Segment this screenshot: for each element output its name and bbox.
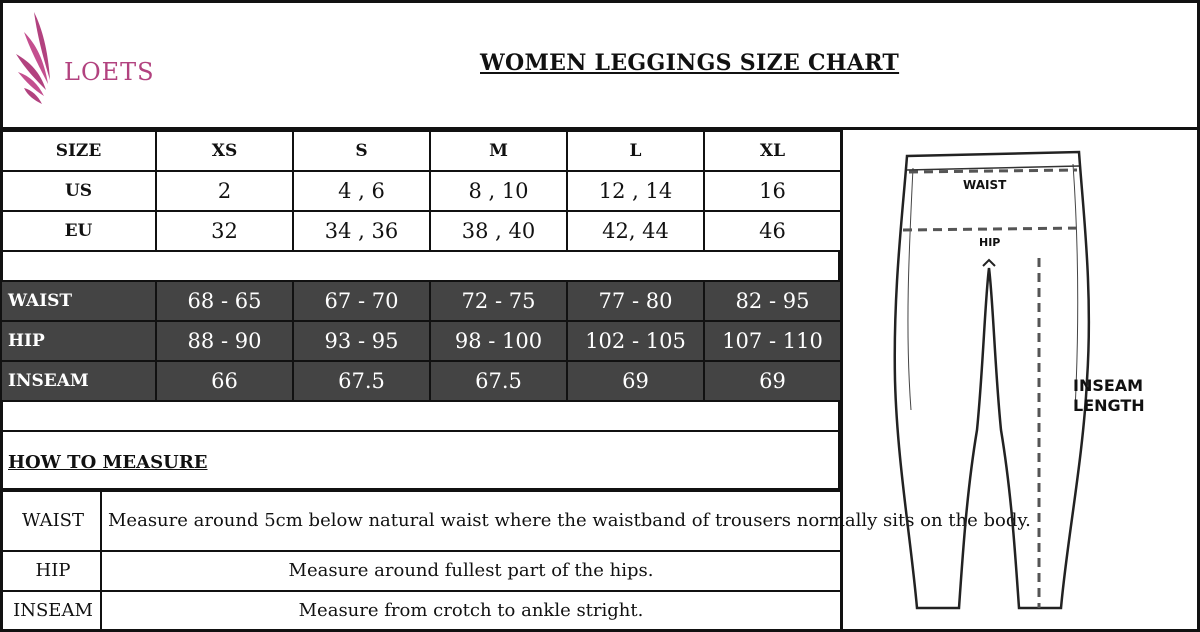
table-cell: 68 - 65 (156, 281, 293, 321)
row-label: HIP (1, 321, 156, 361)
header-cell: SIZE (1, 131, 156, 171)
how-to-measure-section (0, 432, 840, 490)
table-row (1, 171, 841, 211)
spacer-row (0, 252, 840, 280)
table-cell: 93 - 95 (293, 321, 430, 361)
table-cell: 32 (156, 211, 293, 251)
table-cell: 82 - 95 (704, 281, 841, 321)
row-label: WAIST (1, 281, 156, 321)
header-cell: L (567, 131, 704, 171)
size-header-row (1, 131, 841, 171)
row-label: HIP (1, 551, 101, 591)
table-cell: 72 - 75 (430, 281, 567, 321)
header-cell: XL (704, 131, 841, 171)
page-title: WOMEN LEGGINGS SIZE CHART (480, 50, 900, 76)
waist-label: WAIST (963, 178, 1007, 192)
table-cell: 46 (704, 211, 841, 251)
table-cell: 67.5 (430, 361, 567, 401)
table-row (1, 211, 841, 251)
table-row (1, 281, 841, 321)
table-cell: 12 , 14 (567, 171, 704, 211)
table-cell: 42, 44 (567, 211, 704, 251)
row-label: US (1, 171, 156, 211)
table-cell: 69 (704, 361, 841, 401)
brand-logo (14, 10, 155, 110)
row-label: INSEAM (1, 361, 156, 401)
table-cell: 8 , 10 (430, 171, 567, 211)
table-cell: 102 - 105 (567, 321, 704, 361)
table-cell: 88 - 90 (156, 321, 293, 361)
table-cell: Measure around 5cm below natural waist where the waistband of trousers normally sits on the body. (101, 491, 841, 551)
how-to-table (0, 490, 1031, 632)
row-label: EU (1, 211, 156, 251)
spacer-row (0, 402, 840, 432)
inseam-length-label (1073, 376, 1145, 416)
table-cell: 4 , 6 (293, 171, 430, 211)
table-cell: 67.5 (293, 361, 430, 401)
table-cell: 66 (156, 361, 293, 401)
size-chart-panel (0, 130, 1031, 632)
leggings-icon (843, 130, 1200, 629)
leggings-diagram (840, 130, 1200, 632)
header-cell: S (293, 131, 430, 171)
table-cell: 34 , 36 (293, 211, 430, 251)
brand-name: LOETS (64, 58, 155, 86)
table-cell: 69 (567, 361, 704, 401)
table-cell: Measure around fullest part of the hips. (101, 551, 841, 591)
row-label: INSEAM (1, 591, 101, 631)
table-cell: 38 , 40 (430, 211, 567, 251)
table-cell: 16 (704, 171, 841, 211)
table-cell: 67 - 70 (293, 281, 430, 321)
table-cell: 2 (156, 171, 293, 211)
table-cell: 107 - 110 (704, 321, 841, 361)
section-heading: HOW TO MEASURE (8, 452, 208, 473)
table-cell: Measure from crotch to ankle stright. (101, 591, 841, 631)
size-table (0, 130, 842, 252)
table-row (1, 591, 841, 631)
measurement-table (0, 280, 842, 402)
table-row (1, 491, 841, 551)
table-cell: 98 - 100 (430, 321, 567, 361)
header (0, 0, 1200, 130)
row-label: WAIST (1, 491, 101, 551)
table-row (1, 321, 841, 361)
table-cell: 77 - 80 (567, 281, 704, 321)
inseam-label-line: INSEAM (1073, 376, 1144, 395)
header-cell: M (430, 131, 567, 171)
table-row (1, 361, 841, 401)
hip-label: HIP (979, 236, 1001, 249)
inseam-label-line: LENGTH (1073, 396, 1145, 415)
table-row (1, 551, 841, 591)
header-cell: XS (156, 131, 293, 171)
